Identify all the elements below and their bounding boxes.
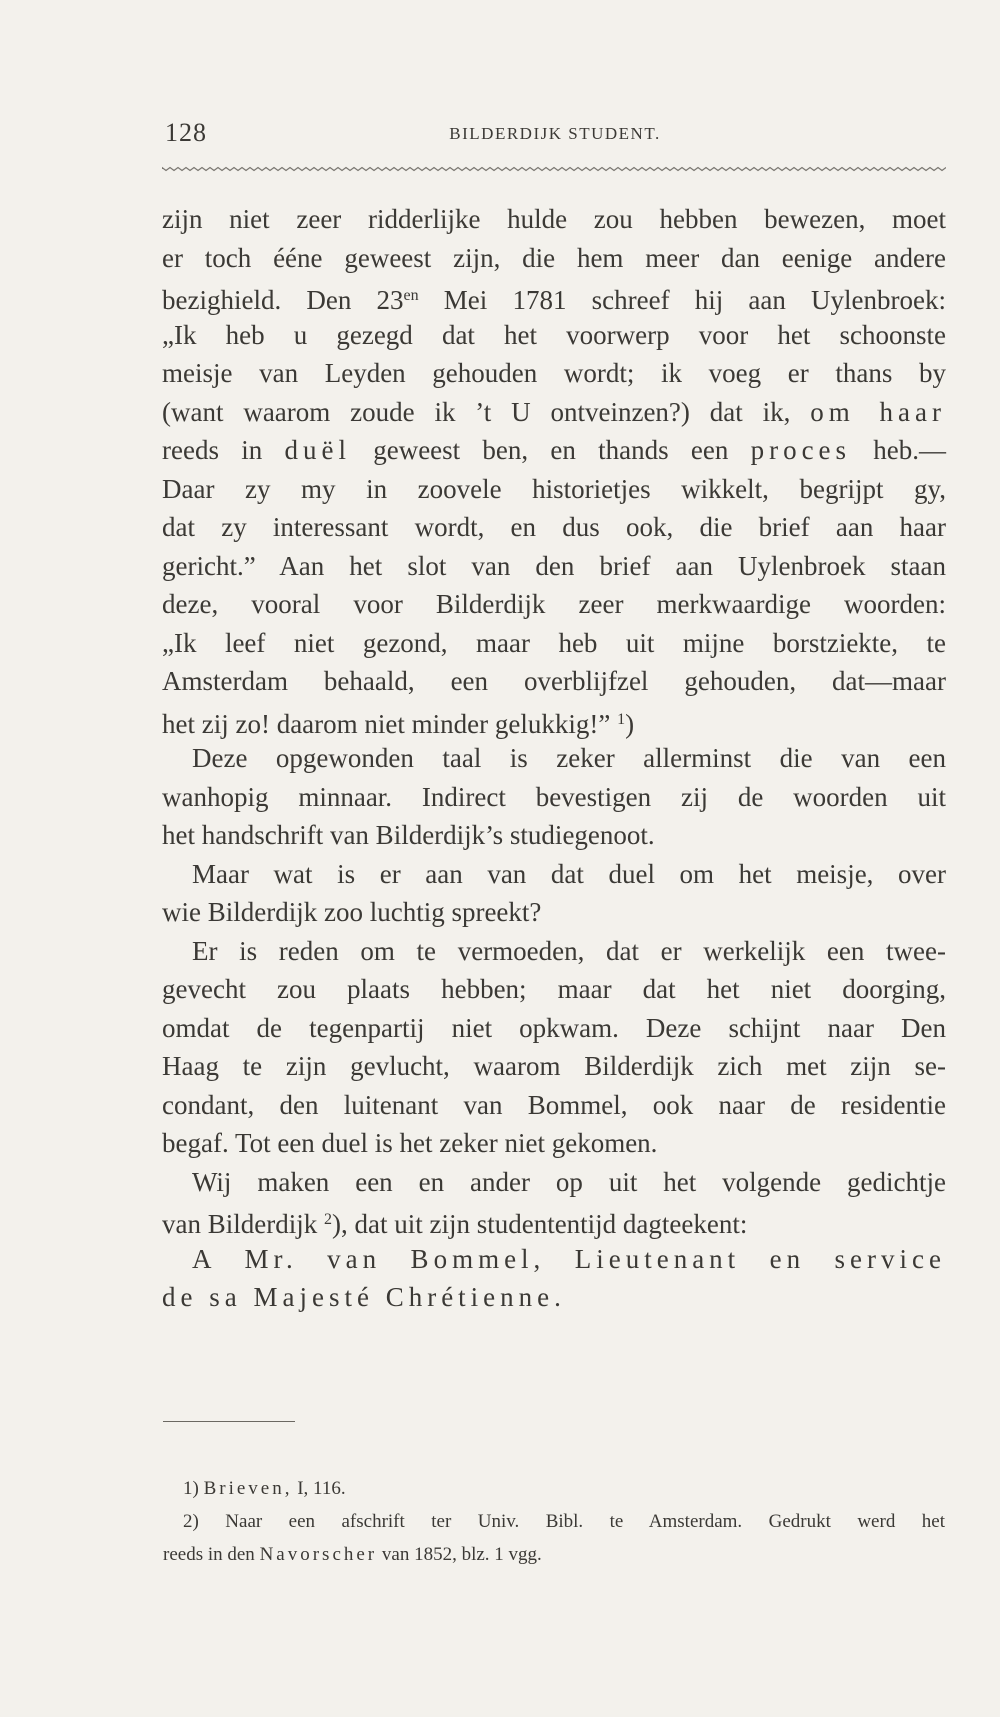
text-line — [162, 470, 946, 509]
text-line — [162, 1047, 946, 1086]
line-text: Er is reden om te vermoeden, dat er werkelijk een twee- — [192, 935, 946, 966]
superscript: en — [403, 287, 419, 304]
footnote-emphasis: Brieven, — [203, 1478, 293, 1499]
line-text: (want waarom zoude ik ’t U ontveinzen?) dat ik, — [162, 396, 811, 427]
text-line — [162, 970, 946, 1009]
text-line — [162, 855, 946, 894]
line-text: ) — [625, 708, 635, 739]
line-text: het handschrift van Bilderdijk’s studiegenoot. — [162, 820, 655, 850]
line-text: wie Bilderdijk zoo luchtig spreekt? — [162, 897, 542, 927]
emphasis-spaced: om haar — [810, 396, 946, 427]
footnote-1 — [163, 1472, 945, 1505]
page-header — [165, 118, 945, 148]
line-text: Haag te zijn gevlucht, waarom Bilderdijk zich met zijn se- — [162, 1051, 946, 1081]
text-line — [162, 508, 946, 547]
footnotes — [163, 1472, 945, 1571]
text-line — [162, 739, 946, 778]
line-text: geweest ben, en thands een — [350, 435, 751, 465]
line-text: Mei 1781 schreef hij aan Uylenbroek: — [418, 285, 946, 315]
line-text: ), dat uit zijn studententijd dagteekent: — [331, 1209, 748, 1239]
text-line — [162, 624, 946, 663]
text-line — [162, 1086, 946, 1125]
emphasis-spaced: proces — [750, 435, 852, 465]
line-text: Amsterdam behaald, een overblijfzel gehouden, dat—maar — [162, 666, 946, 696]
line-text: gericht.” Aan het slot van den brief aan Uylenbroek staan — [162, 550, 946, 581]
header-wavy-rule — [162, 164, 946, 174]
footnote-text: 1) — [183, 1478, 204, 1499]
line-text: Deze opgewonden taal is zeker allerminst die van een — [192, 743, 946, 773]
footnote-emphasis: Navorscher — [259, 1544, 378, 1565]
line-text: „Ik leef niet gezond, maar heb uit mijne borstziekte, te — [162, 627, 946, 658]
line-text: meisje van Leyden gehouden wordt; ik voeg er thans by — [162, 358, 946, 388]
text-line — [162, 1009, 946, 1048]
line-text: er toch ééne geweest zijn, die hem meer dan eenige andere — [162, 242, 946, 273]
line-text: dat zy interessant wordt, en dus ook, die brief aan haar — [162, 512, 946, 542]
footnote-rule — [163, 1421, 295, 1422]
poem-title-line — [162, 1240, 946, 1279]
text-line — [162, 239, 946, 278]
text-line — [162, 701, 946, 740]
text-line — [162, 932, 946, 971]
footnote-text: 2) Naar een afschrift ter Univ. Bibl. te Amsterdam. Gedrukt werd het — [183, 1511, 945, 1532]
text-line — [162, 778, 946, 817]
line-text: deze, vooral voor Bilderdijk zeer merkwaardige woorden: — [162, 589, 946, 619]
poem-title: A Mr. van Bommel, Lieutenant en service — [192, 1243, 946, 1274]
footnote-text: van 1852, blz. 1 vgg. — [377, 1544, 542, 1565]
footnote-text: reeds in den — [163, 1544, 260, 1565]
poem-title: de sa Majesté Chrétienne. — [162, 1282, 566, 1312]
text-line — [162, 354, 946, 393]
text-line — [162, 816, 946, 855]
line-text: reeds in — [162, 435, 285, 465]
text-line — [162, 316, 946, 355]
running-head: BILDERDIJK STUDENT. — [449, 124, 661, 143]
line-text: heb.— — [851, 435, 947, 465]
line-text: begaf. Tot een duel is het zeker niet gekomen. — [162, 1128, 658, 1158]
line-text: omdat de tegenpartij niet opkwam. Deze schijnt naar Den — [162, 1012, 946, 1043]
text-line — [162, 1201, 946, 1240]
text-line — [162, 200, 946, 239]
line-text: zijn niet zeer ridderlijke hulde zou hebben bewezen, moet — [162, 204, 946, 234]
text-line — [162, 893, 946, 932]
line-text: het zij zo! daarom niet minder gelukkig!” — [162, 708, 618, 739]
poem-title-line — [162, 1278, 946, 1317]
text-line — [162, 585, 946, 624]
text-line — [162, 1124, 946, 1163]
line-text: wanhopig minnaar. Indirect bevestigen zij de woorden uit — [162, 781, 946, 812]
page-number: 128 — [165, 118, 207, 147]
body-text — [162, 200, 946, 1317]
text-line — [162, 431, 946, 470]
line-text: Maar wat is er aan van dat duel om het meisje, over — [192, 858, 946, 889]
emphasis-spaced: duël — [284, 435, 351, 465]
line-text: condant, den luitenant van Bommel, ook naar de residentie — [162, 1089, 946, 1120]
text-line — [162, 662, 946, 701]
line-text: „Ik heb u gezegd dat het voorwerp voor het schoonste — [162, 319, 946, 350]
footnote-ref: 2 — [323, 1211, 332, 1228]
text-line — [162, 1163, 946, 1202]
footnote-text: I, 116. — [292, 1478, 346, 1499]
text-line — [162, 277, 946, 316]
text-line — [162, 547, 946, 586]
footnote-ref: 1 — [617, 710, 626, 728]
line-text: van Bilderdijk — [162, 1209, 324, 1239]
text-line — [162, 393, 946, 432]
footnote-2-continued — [163, 1538, 945, 1571]
line-text: gevecht zou plaats hebben; maar dat het niet doorging, — [162, 974, 946, 1004]
line-text: Daar zy my in zoovele historietjes wikkelt, begrijpt gy, — [162, 473, 946, 504]
line-text: Wij maken een en ander op uit het volgende gedichtje — [192, 1166, 946, 1197]
footnote-2 — [163, 1505, 945, 1538]
line-text: bezighield. Den 23 — [162, 285, 404, 315]
